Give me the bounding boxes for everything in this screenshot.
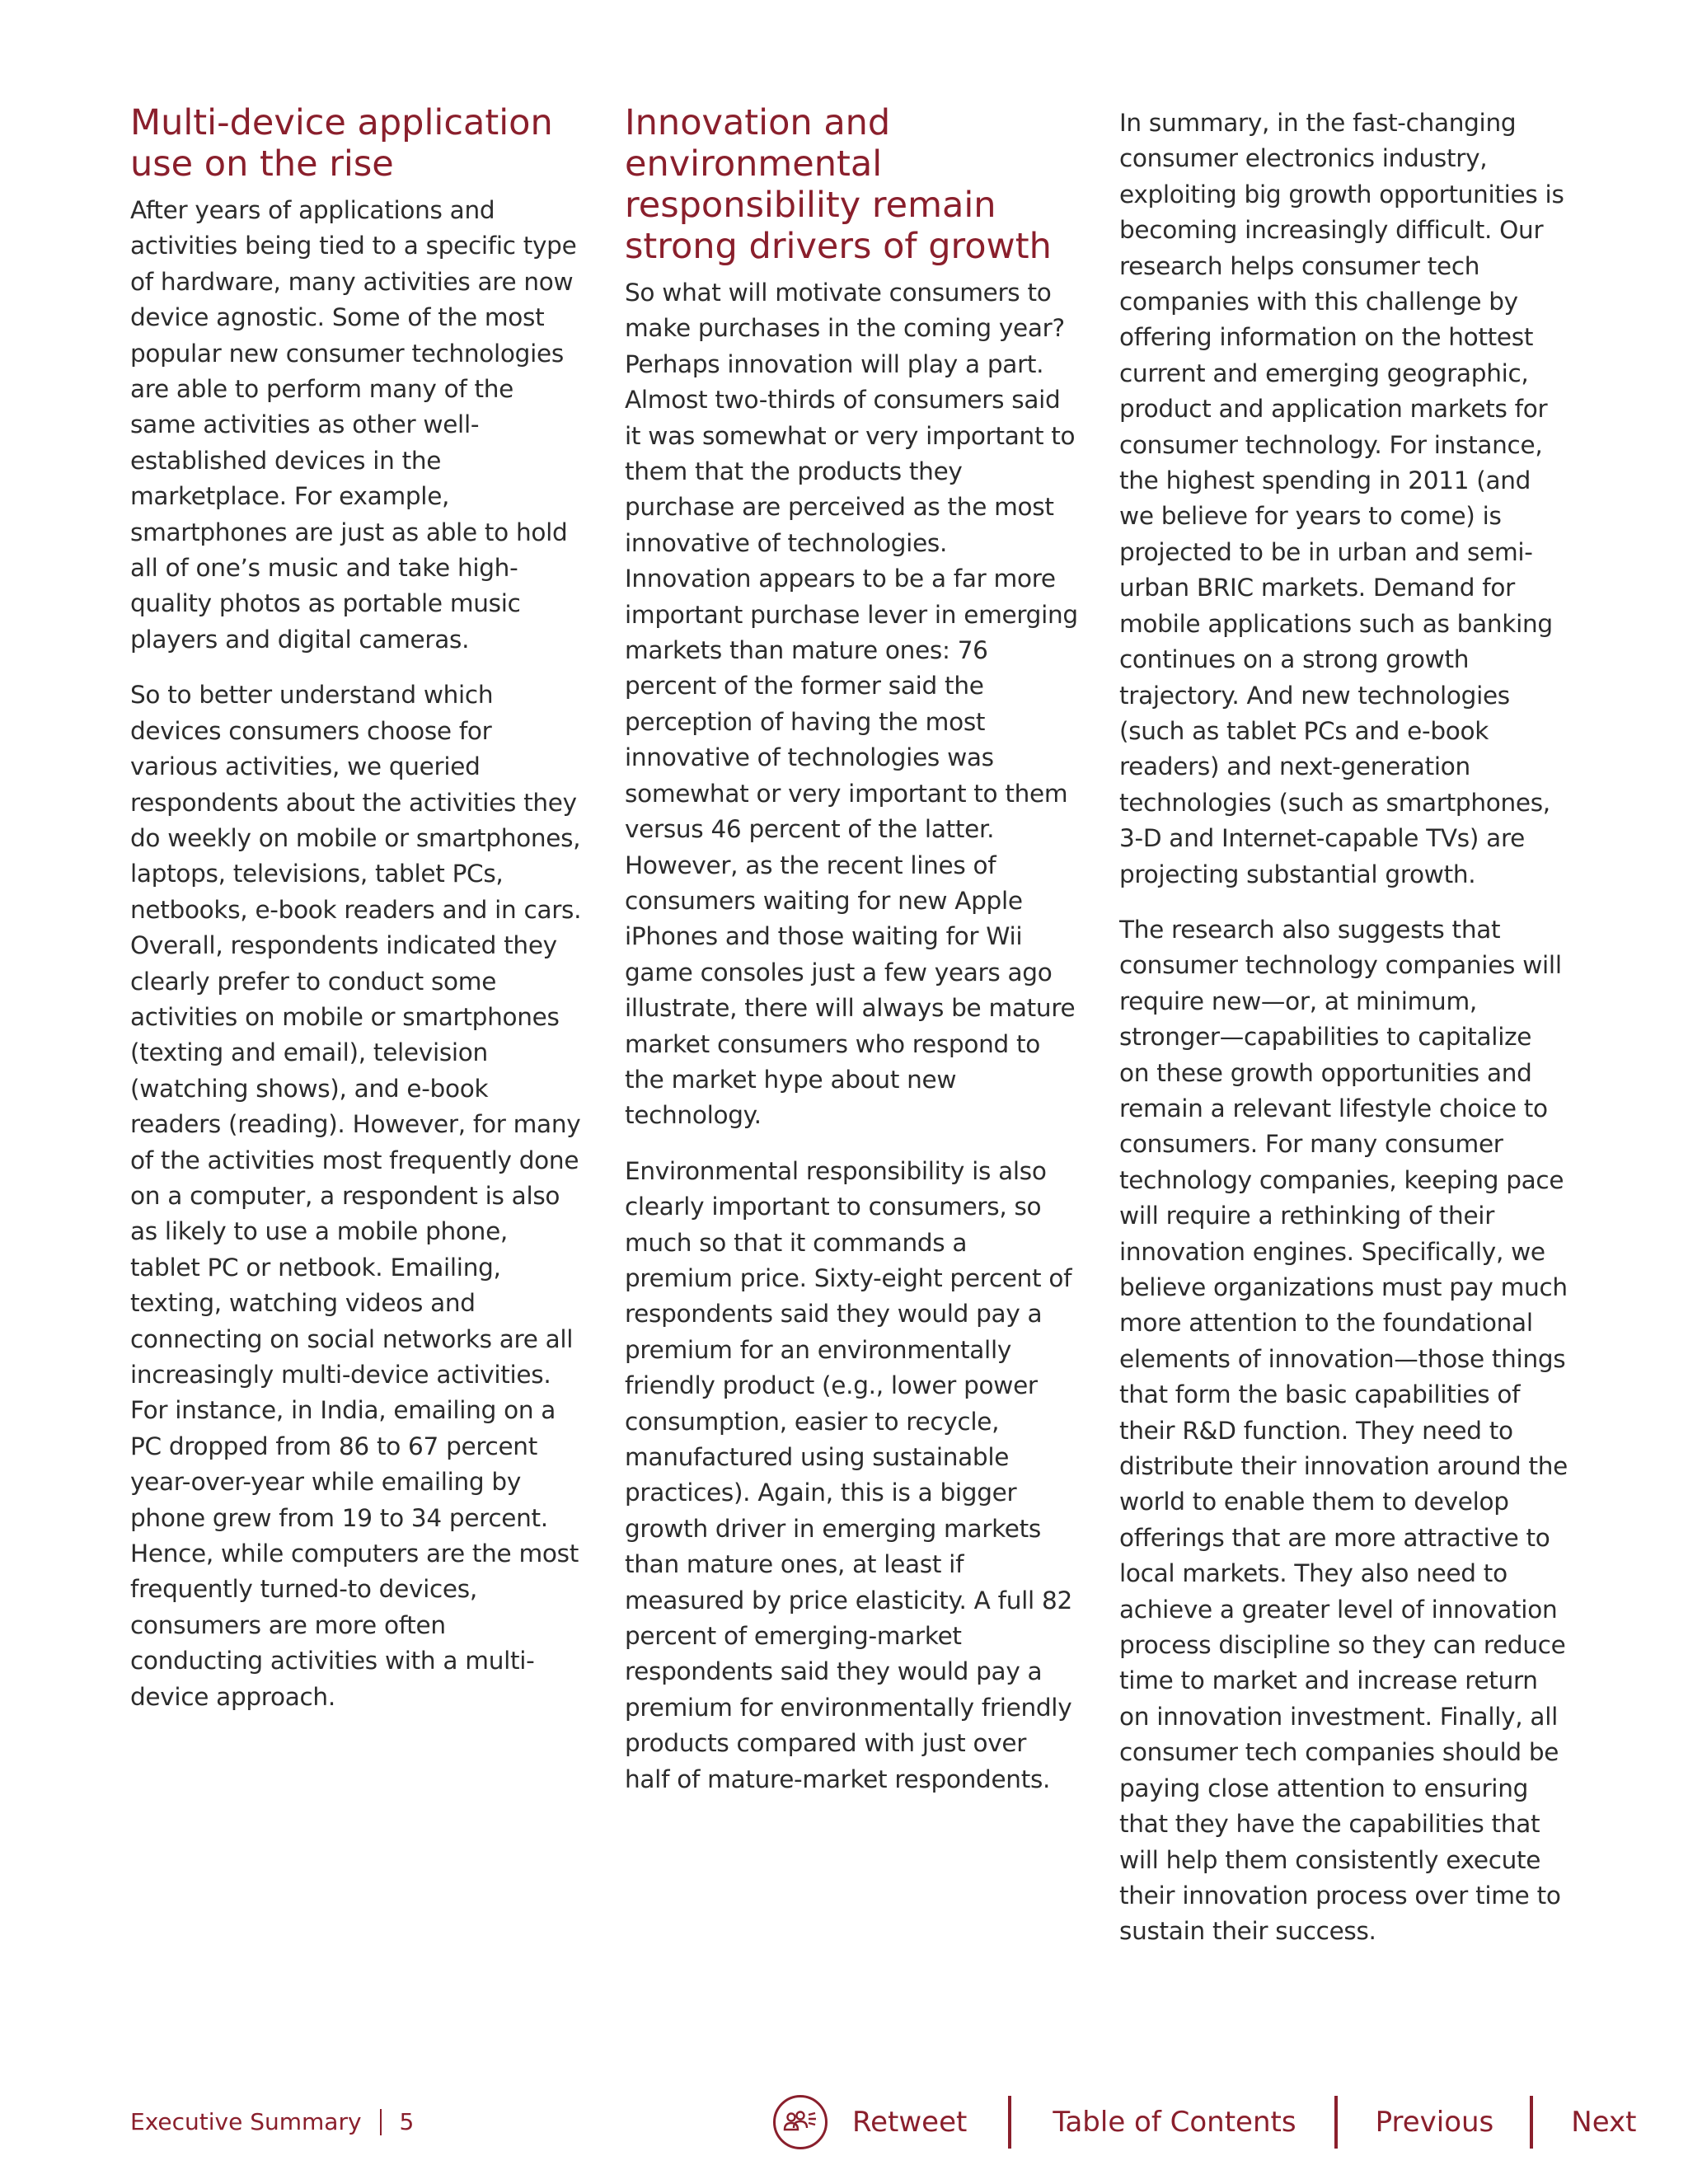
column-2 bbox=[625, 102, 1078, 1817]
paragraph: So to better understand which devices consumers choose for various activities, we queried respondents about the activities they do weekly on mobile or smartphones, laptops, televisions, tablet PCs, netbooks, e-book readers and in cars. Overall, respondents indicated they clearly prefer to conduct some activities on mobile or smartphones (texting and email), television (watching shows), and e-book readers (reading). However, for many of the activities most frequently done on a computer, a respondent is also as likely to use a mobile phone, tablet PC or netbook. Emailing, texting, watching videos and connecting on social networks are all increasingly multi-device activities. For instance, in India, emailing on a PC dropped from 86 to 67 percent year-over-year while emailing by phone grew from 19 to 34 percent. Hence, while computers are the most frequently turned-to devices, consumers are more often conducting activities with a multi-device approach. bbox=[130, 681, 582, 1711]
page-number: 5 bbox=[399, 2108, 415, 2135]
paragraph: In summary, in the fast-changing consumer electronics industry, exploiting big growth opportunities is becoming increasingly difficult. Our research helps consumer tech companies with this challenge by offering information on the hottest current and emerging geographic, product and application markets for consumer technology. For instance, the highest spending in 2011 (and we believe for years to come) is projected to be in urban and semi-urban BRIC markets. Demand for mobile applications such as banking continues on a strong growth trajectory. And new technologies (such as tablet PCs and e-book readers) and next-generation technologies (such as smartphones, 3-D and Internet-capable TVs) are projecting substantial growth. bbox=[1119, 109, 1564, 888]
page-footer-label bbox=[130, 2108, 414, 2135]
footer-navigation bbox=[773, 2093, 1636, 2151]
column-1 bbox=[130, 102, 584, 1735]
divider bbox=[1530, 2096, 1533, 2149]
next-link[interactable]: Next bbox=[1571, 2106, 1637, 2139]
table-of-contents-link[interactable]: Table of Contents bbox=[1053, 2106, 1296, 2139]
divider bbox=[1008, 2096, 1011, 2149]
paragraph: So what will motivate consumers to make purchases in the coming year? Perhaps innovation will play a part. Almost two-thirds of consumers said it was somewhat or very important to them that the products they purchase are perceived as the most innovative of technologies. Innovation appears to be a far more important purchase lever in emerging markets than mature ones: 76 percent of the former said the perception of having the most innovative of technologies was somewhat or very important to them versus 46 percent of the latter. However, as the recent lines of consumers waiting for new Apple iPhones and those waiting for Wii game consoles just a few years ago illustrate, there will always be mature market consumers who respond to the market hype about new technology. bbox=[625, 279, 1078, 1130]
section-heading-multi-device: Multi-device application use on the rise bbox=[130, 102, 553, 185]
people-retweet-icon[interactable] bbox=[773, 2095, 828, 2149]
divider bbox=[380, 2109, 382, 2135]
paragraph: The research also suggests that consumer technology companies will require new—or, at minimum, stronger—capabilities to capitalize on these growth opportunities and remain a relevant lifestyle choice to consumers. For many consumer technology companies, keeping pace will require a rethinking of their innovation engines. Specifically, we believe organizations must pay much more attention to the foundational elements of innovation—those things that form the basic capabilities of their R&D function. They need to distribute their innovation around the world to enable them to develop offerings that are more attractive to local markets. They also need to achieve a greater level of innovation process discipline so they can reduce time to market and increase return on innovation investment. Finally, all consumer tech companies should be paying close attention to ensuring that they have the capabilities that will help them consistently execute their innovation process over time to sustain their success. bbox=[1119, 915, 1568, 1946]
paragraph: Environmental responsibility is also clearly important to consumers, so much so that it commands a premium price. Sixty-eight percent of respondents said they would pay a premium for an environmentally friendly product (e.g., lower power consumption, easier to recycle, manufactured using sustainable practices). Again, this is a bigger growth driver in emerging markets than mature ones, at least if measured by price elasticity. A full 82 percent of emerging-market respondents said they would pay a premium for environmentally friendly products compared with just over half of mature-market respondents. bbox=[625, 1156, 1072, 1793]
column-3 bbox=[1119, 105, 1568, 1970]
retweet-link[interactable]: Retweet bbox=[852, 2106, 968, 2139]
section-name: Executive Summary bbox=[130, 2108, 362, 2135]
previous-link[interactable]: Previous bbox=[1375, 2106, 1494, 2139]
paragraph: After years of applications and activities being tied to a specific type of hardware, many activities are now device agnostic. Some of the most popular new consumer technologies are able to perform many of the same activities as other well-established devices in the marketplace. For example, smartphones are just as able to hold all of one’s music and take high-quality photos as portable music players and digital cameras. bbox=[130, 196, 577, 654]
section-heading-innovation: Innovation and environmental responsibility remain strong drivers of growth bbox=[625, 102, 1052, 267]
divider bbox=[1334, 2096, 1338, 2149]
